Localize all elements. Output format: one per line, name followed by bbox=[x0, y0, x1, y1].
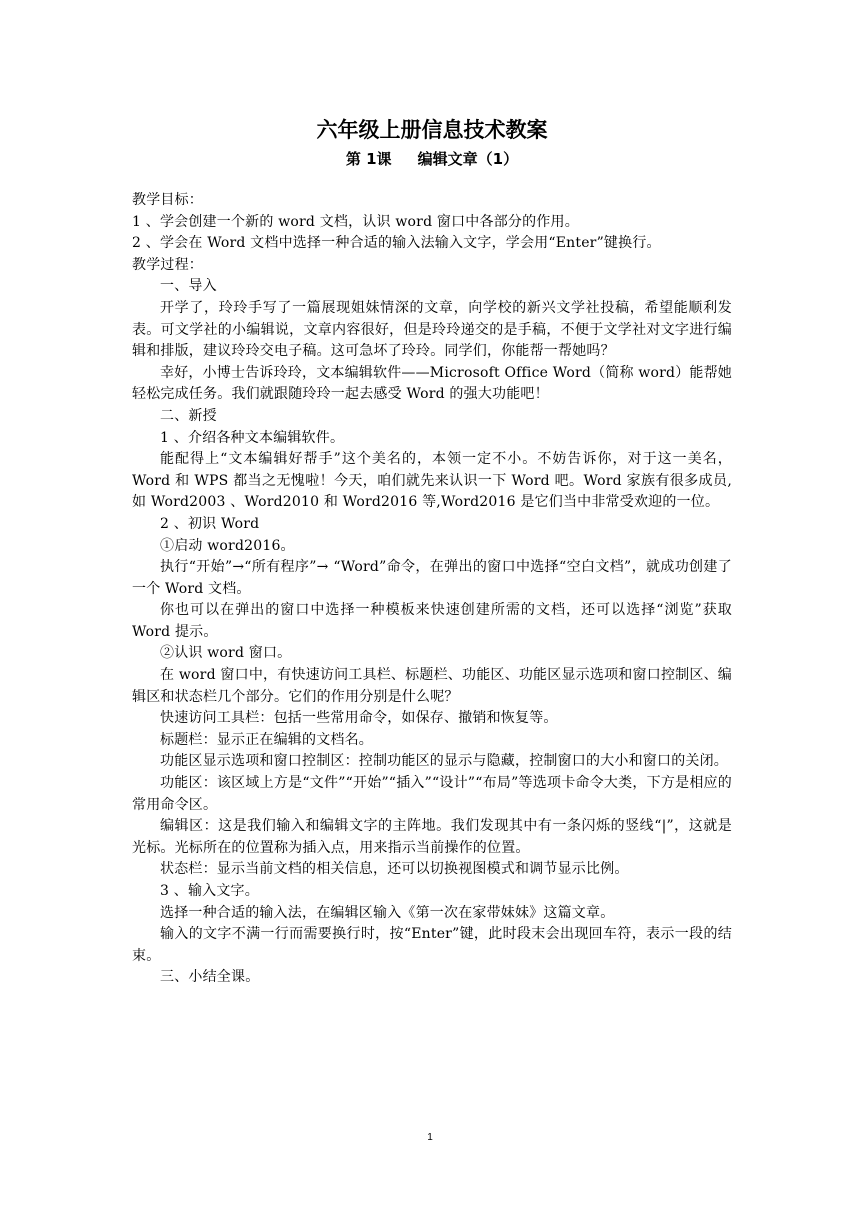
paragraph: 2 、初识 Word bbox=[160, 515, 260, 532]
paragraph: 选择一种合适的输入法，在编辑区输入《第一次在家带妹妹》这篇文章。 bbox=[160, 904, 615, 921]
paragraph: 编辑区：这是我们输入和编辑文字的主阵地。我们发现其中有一条闪烁的竖线“|”，这就是光标。光标所在的位置称为插入点，用来指示当前操作的位置。 bbox=[132, 818, 732, 856]
paragraph: 教学目标： bbox=[132, 192, 203, 208]
paragraph: 1 、学会创建一个新的 word 文档，认识 word 窗口中各部分的作用。 bbox=[132, 213, 579, 230]
paragraph: 快速访问工具栏：包括一些常用命令，如保存、撤销和恢复等。 bbox=[160, 710, 558, 727]
paragraph: 一、导入 bbox=[160, 278, 217, 295]
paragraph: 开学了，玲玲手写了一篇展现姐妹情深的文章，向学校的新兴文学社投稿，希望能顺利发表。可文学社的小编辑说，文章内容很好，但是玲玲递交的是手稿，不便于文学社对文字进行编辑和排版，建议玲玲交电子稿。这可急坏了玲玲。同学们，你能帮一帮她吗？ bbox=[132, 299, 732, 360]
paragraph: 标题栏：显示正在编辑的文档名。 bbox=[160, 731, 373, 748]
paragraph: 执行“开始”→“所有程序”→ “Word”命令，在弹出的窗口中选择“空白文档”，就成功创建了一个 Word 文档。 bbox=[132, 559, 732, 597]
paragraph: 3 、输入文字。 bbox=[160, 883, 259, 899]
paragraph: 功能区：该区域上方是“文件”“开始”“插入”“设计”“布局”等选项卡命令大类，下方是相应的常用命令区。 bbox=[132, 775, 732, 813]
page-number: 1 bbox=[427, 1132, 433, 1143]
paragraph: 能配得上“文本编辑好帮手”这个美名的，本领一定不小。不妨告诉你，对于这一美名，Word 和 WPS 都当之无愧啦！今天，咱们就先来认识一下 Word 吧。Word 家族有很多成员,如 Word2003 、Word2010 和 Word2016 等,Word2016 是它们当中非常受欢迎的一位。 bbox=[132, 451, 732, 511]
paragraph: ②认识 word 窗口。 bbox=[160, 645, 292, 662]
paragraph: 2 、学会在 Word 文档中选择一种合适的输入法输入文字，学会用“Enter”键换行。 bbox=[132, 235, 661, 252]
paragraph: 二、新授 bbox=[160, 407, 217, 424]
paragraph: 三、小结全课。 bbox=[160, 969, 260, 986]
paragraph: 1 、介绍各种文本编辑软件。 bbox=[160, 429, 345, 446]
document-body bbox=[132, 190, 732, 989]
paragraph: 输入的文字不满一行而需要换行时，按“Enter”键，此时段末会出现回车符，表示一段的结束。 bbox=[132, 926, 732, 964]
paragraph: 幸好，小博士告诉玲玲，文本编辑软件——Microsoft Office Word（简称 word）能帮她轻松完成任务。我们就跟随玲玲一起去感受 Word 的强大功能吧！ bbox=[132, 364, 732, 403]
document-title: 六年级上册信息技术教案 bbox=[316, 118, 548, 142]
paragraph: ①启动 word2016。 bbox=[160, 537, 295, 554]
paragraph: 教学过程： bbox=[132, 256, 203, 273]
paragraph: 功能区显示选项和窗口控制区：控制功能区的显示与隐藏，控制窗口的大小和窗口的关闭。 bbox=[160, 753, 728, 770]
document-content bbox=[132, 116, 732, 989]
lesson-subtitle: 第 1课 编辑文章（1） bbox=[345, 150, 519, 168]
paragraph: 你也可以在弹出的窗口中选择一种模板来快速创建所需的文档，还可以选择“浏览”获取 Word 提示。 bbox=[132, 602, 732, 640]
paragraph: 在 word 窗口中，有快速访问工具栏、标题栏、功能区、功能区显示选项和窗口控制区、编辑区和状态栏几个部分。它们的作用分别是什么呢？ bbox=[132, 667, 732, 705]
paragraph: 状态栏：显示当前文档的相关信息，还可以切换视图模式和调节显示比例。 bbox=[160, 861, 629, 878]
